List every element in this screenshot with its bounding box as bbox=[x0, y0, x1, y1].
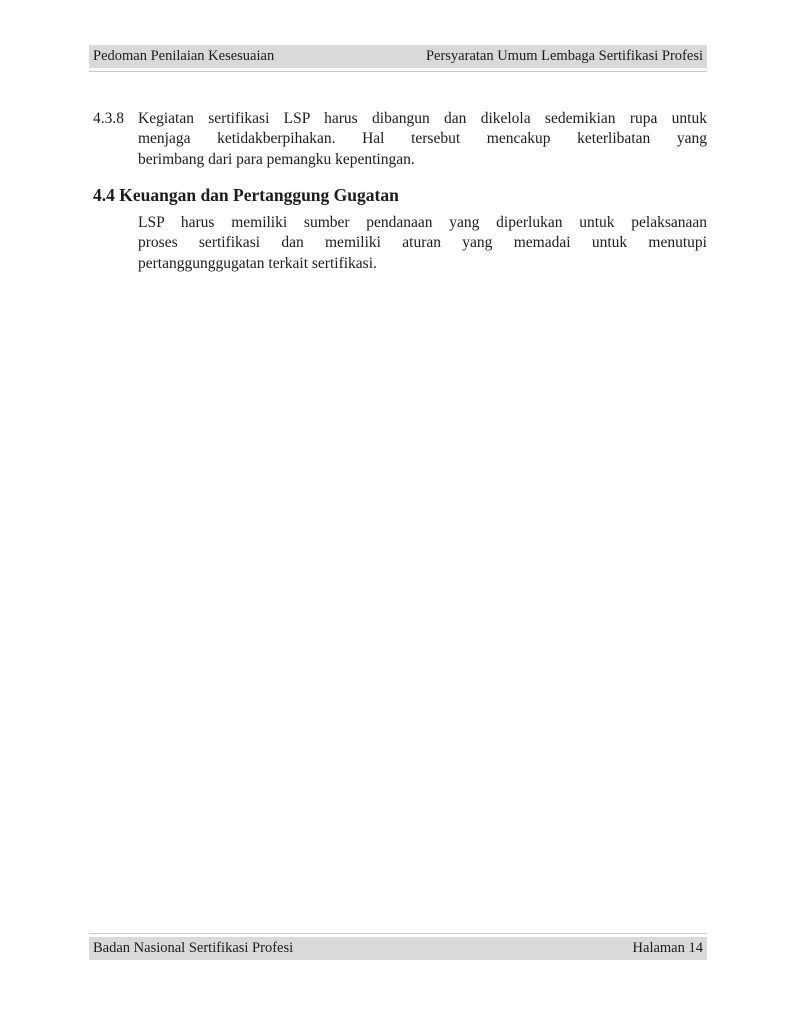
footer-divider bbox=[89, 933, 707, 934]
clause-text-line: menjaga ketidakberpihakan. Hal tersebut mencakup keterlibatan yang bbox=[138, 130, 707, 148]
header-right-text: Persyaratan Umum Lembaga Sertifikasi Profesi bbox=[425, 48, 703, 64]
header-left-text: Pedoman Penilaian Kesesuaian bbox=[93, 48, 275, 64]
section-heading-4-4: 4.4 Keuangan dan Pertanggung Gugatan bbox=[93, 185, 399, 205]
paragraph-line: proses sertifikasi dan memiliki aturan yang memadai untuk menutupi bbox=[138, 234, 707, 252]
clause-4-3-8 bbox=[93, 109, 707, 170]
clause-text-line: berimbang dari para pemangku kepentingan. bbox=[138, 150, 415, 168]
page-header bbox=[89, 45, 707, 68]
paragraph-line: pertanggunggugatan terkait sertifikasi. bbox=[138, 254, 377, 272]
footer-right-text: Halaman 14 bbox=[632, 940, 703, 956]
header-divider bbox=[89, 71, 707, 72]
clause-text-line: Kegiatan sertifikasi LSP harus dibangun dan dikelola sedemikian rupa untuk bbox=[138, 110, 707, 127]
footer-left-text: Badan Nasional Sertifikasi Profesi bbox=[93, 940, 294, 956]
paragraph-line: LSP harus memiliki sumber pendanaan yang diperlukan untuk pelaksanaan bbox=[138, 214, 707, 231]
clause-text bbox=[138, 109, 707, 170]
page-footer bbox=[89, 937, 707, 960]
section-4-4-paragraph bbox=[138, 213, 707, 274]
clause-number: 4.3.8 bbox=[93, 110, 124, 127]
